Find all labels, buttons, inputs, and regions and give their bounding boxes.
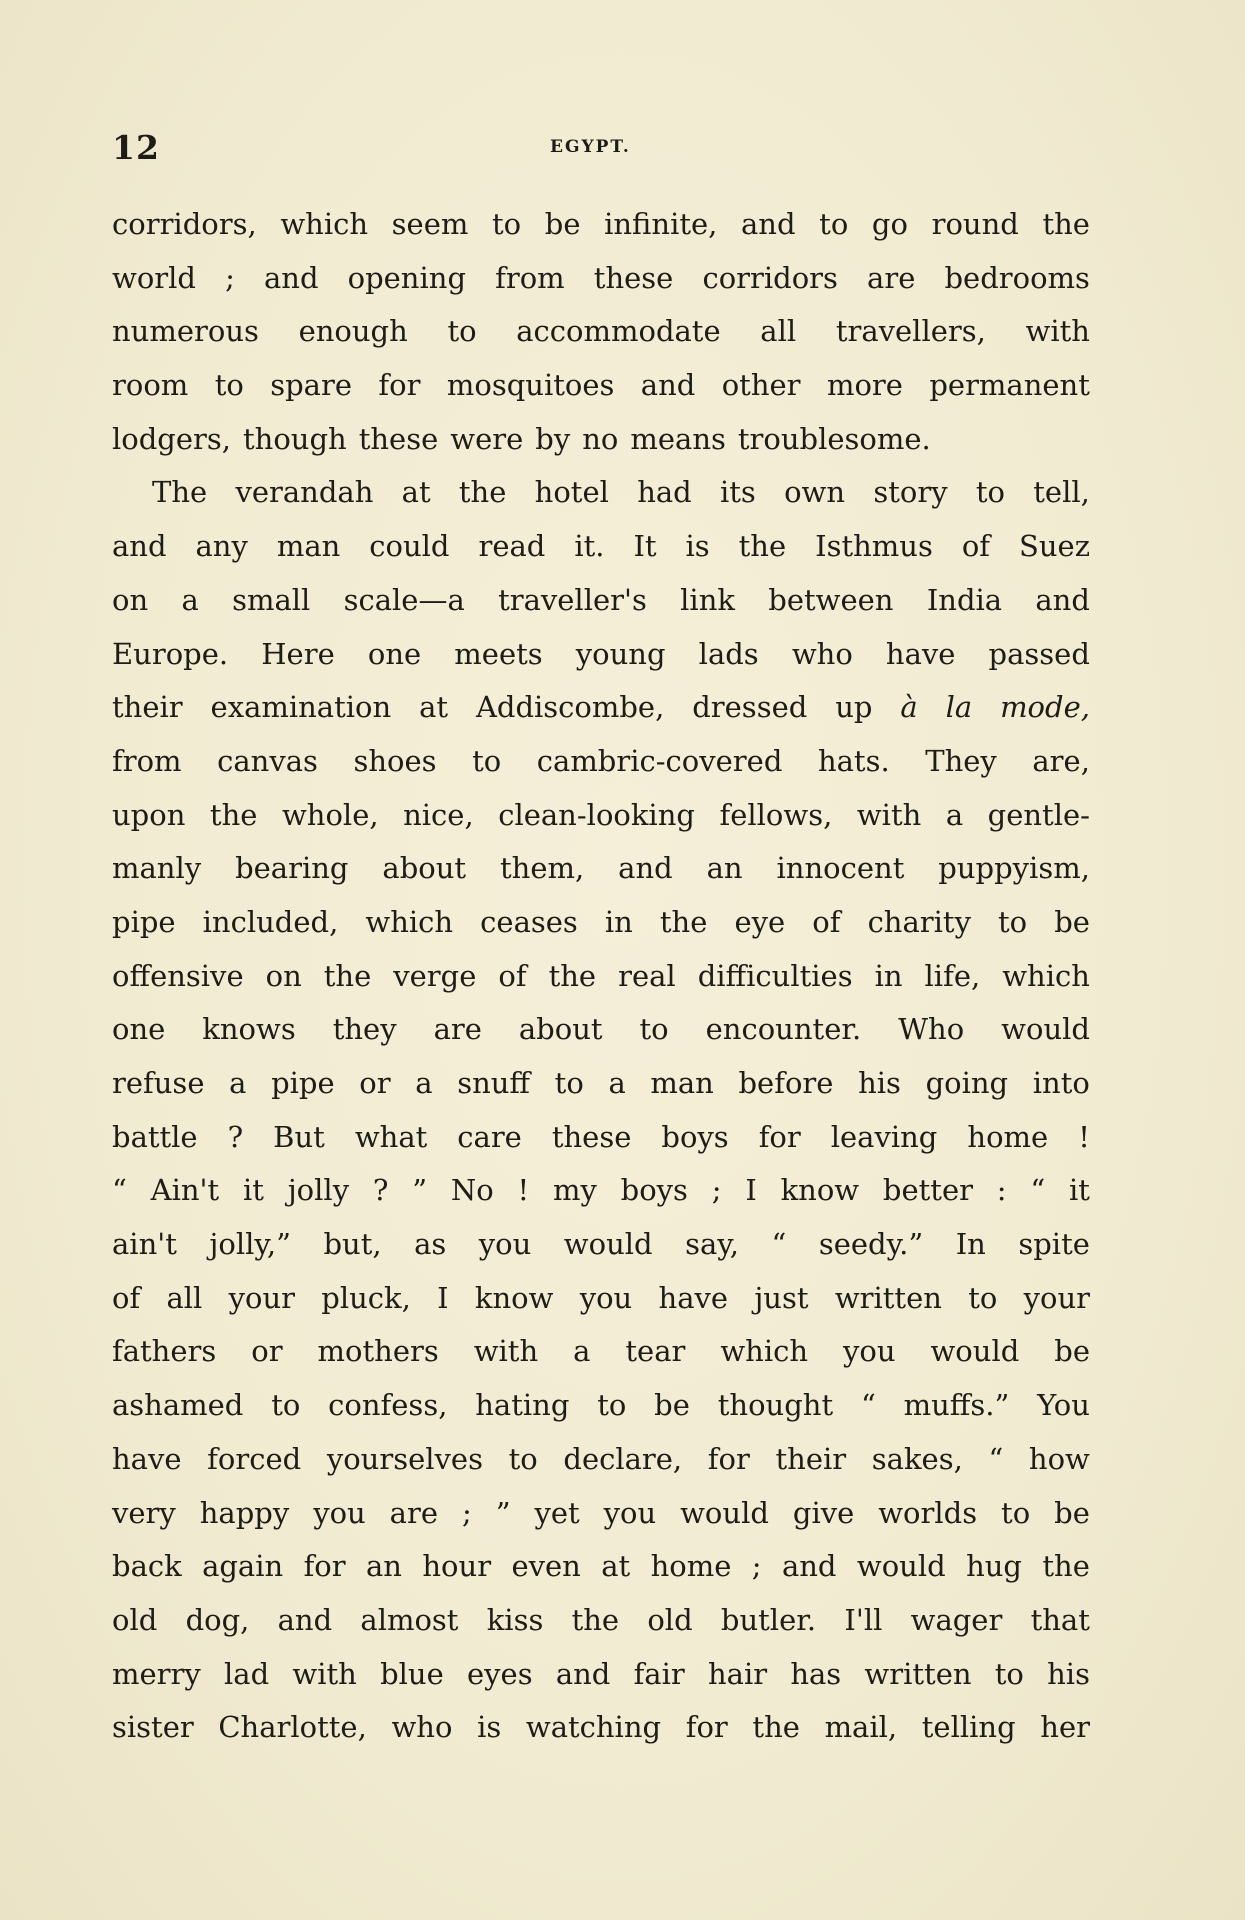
text-line: pipe included, which ceases in the eye of charity to be — [112, 904, 1090, 939]
text-line: their examination at Addiscombe, dressed up à la mode, — [112, 690, 1090, 725]
text-line: from canvas shoes to cambric-covered hats. They are, — [112, 743, 1090, 778]
text-line: manly bearing about them, and an innocent puppyism, — [112, 851, 1090, 886]
text-line: have forced yourselves to declare, for their sakes, “ how — [112, 1441, 1090, 1476]
text-line: very happy you are ; ” yet you would give worlds to be — [112, 1495, 1090, 1530]
running-head: EGYPT. — [550, 137, 631, 157]
text-line: on a small scale—a traveller's link between India and — [112, 582, 1090, 617]
text-line: offensive on the verge of the real difficulties in life, which — [112, 958, 1090, 993]
text-line: fathers or mothers with a tear which you would be — [112, 1334, 1090, 1369]
text-line: of all your pluck, I know you have just written to your — [112, 1280, 1090, 1315]
text-line: back again for an hour even at home ; and would hug the — [112, 1549, 1090, 1584]
body-text — [112, 198, 1090, 1755]
text-line: refuse a pipe or a snuff to a man before his going into — [112, 1066, 1090, 1100]
text-line: one knows they are about to encounter. Who would — [112, 1012, 1090, 1047]
text-line: Europe. Here one meets young lads who have passed — [112, 636, 1090, 671]
text-line: room to spare for mosquitoes and other more permanent — [112, 368, 1090, 403]
text-line: sister Charlotte, who is watching for the mail, telling her — [112, 1710, 1090, 1745]
text-line: merry lad with blue eyes and fair hair has written to his — [112, 1656, 1090, 1691]
text-line: corridors, which seem to be infinite, and to go round the — [112, 207, 1090, 241]
text-line: lodgers, though these were by no means troublesome. — [112, 421, 931, 456]
text-line: “ Ain't it jolly ? ” No ! my boys ; I know better : “ it — [112, 1173, 1090, 1208]
text-line: upon the whole, nice, clean-looking fellows, with a gentle- — [112, 797, 1090, 832]
page-header — [112, 128, 1090, 168]
text-line: old dog, and almost kiss the old butler. I'll wager that — [112, 1602, 1090, 1637]
page-number: 12 — [112, 128, 160, 167]
text-line: ashamed to confess, hating to be thought “ muffs.” You — [112, 1388, 1090, 1423]
text-line: ain't jolly,” but, as you would say, “ seedy.” In spite — [112, 1227, 1090, 1262]
text-line: and any man could read it. It is the Isthmus of Suez — [112, 529, 1090, 564]
text-line: The verandah at the hotel had its own story to tell, — [152, 475, 1090, 510]
text-line: battle ? But what care these boys for leaving home ! — [112, 1119, 1090, 1154]
text-line: world ; and opening from these corridors are bedrooms — [112, 260, 1090, 295]
text-line: numerous enough to accommodate all travellers, with — [112, 314, 1090, 349]
